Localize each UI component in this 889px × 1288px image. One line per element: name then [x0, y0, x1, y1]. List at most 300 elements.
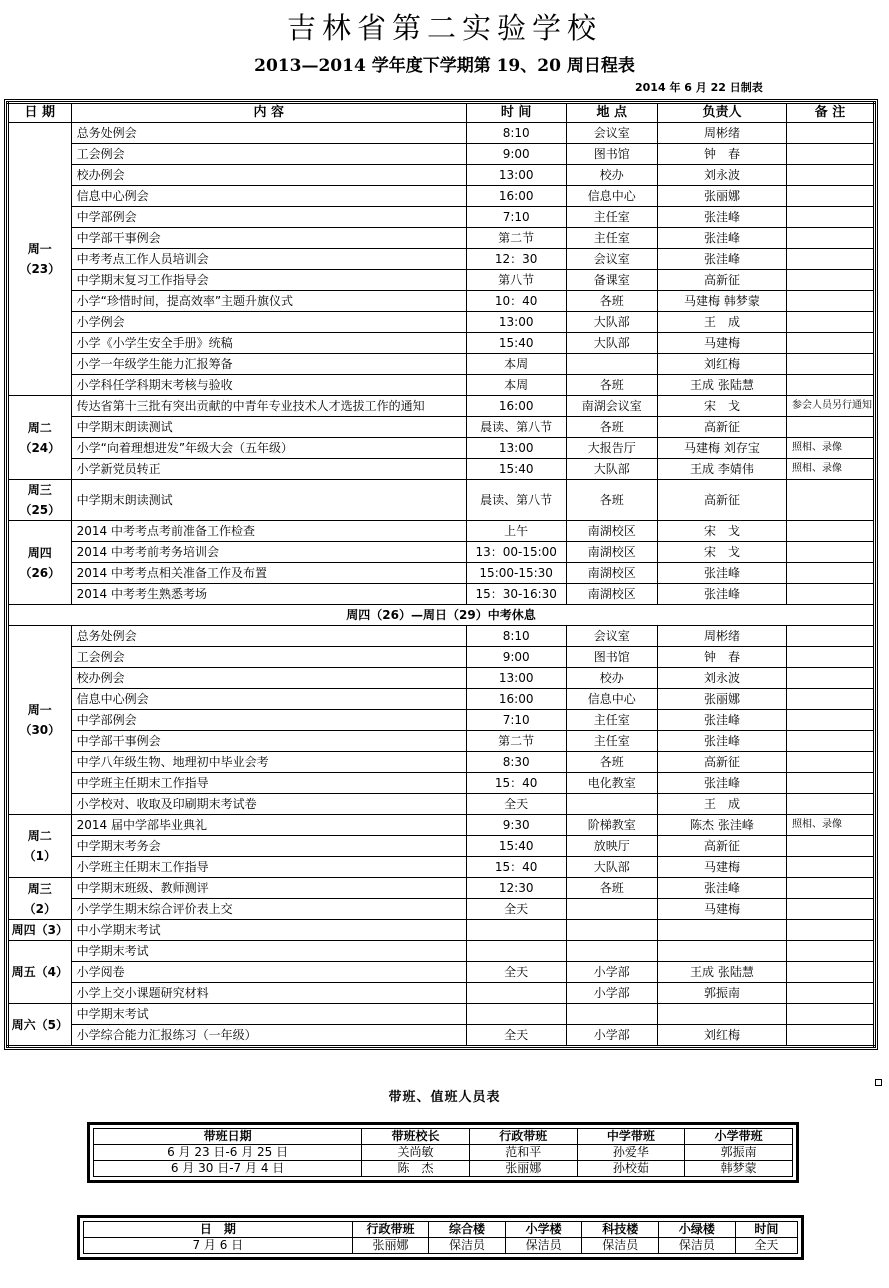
holiday-col-primary-bldg: 小学楼	[505, 1222, 582, 1238]
day-cell	[8, 521, 72, 605]
holiday-col-complex: 综合楼	[429, 1222, 506, 1238]
schedule-row	[8, 521, 875, 542]
time-cell: 13:00	[466, 438, 566, 459]
content-cell: 中学期末复习工作指导会	[71, 270, 466, 291]
schedule-row	[8, 438, 875, 459]
time-cell: 8:10	[466, 123, 566, 144]
place-cell: 各班	[566, 480, 657, 521]
person-cell: 郭振南	[657, 983, 786, 1004]
content-cell: 校办例会	[71, 668, 466, 689]
person-cell: 高新征	[657, 752, 786, 773]
place-cell: 放映厅	[566, 836, 657, 857]
content-cell: 中学部例会	[71, 710, 466, 731]
place-cell: 各班	[566, 417, 657, 438]
person-cell: 高新征	[657, 417, 786, 438]
time-cell: 16:00	[466, 689, 566, 710]
person-cell: 刘永波	[657, 668, 786, 689]
place-cell: 阶梯教室	[566, 815, 657, 836]
schedule-row	[8, 207, 875, 228]
note-cell	[786, 794, 874, 815]
content-cell: 小学学生期末综合评价表上交	[71, 899, 466, 920]
schedule-row	[8, 333, 875, 354]
note-cell: 照相、录像	[786, 815, 874, 836]
time-cell	[466, 941, 566, 962]
note-cell	[786, 899, 874, 920]
schedule-subtitle: 2013—2014 学年度下学期第 19、20 周日程表	[254, 56, 635, 76]
note-cell	[786, 186, 874, 207]
day-cell	[8, 878, 72, 920]
person-cell: 张洼峰	[657, 249, 786, 270]
note-cell	[786, 563, 874, 584]
day-label: 周五（4）	[11, 965, 68, 979]
day-date: （1）	[23, 849, 56, 863]
time-cell: 12:30	[466, 878, 566, 899]
day-date: （2）	[23, 901, 56, 916]
col-header-note: 备 注	[786, 103, 874, 123]
note-cell: 照相、录像	[786, 438, 874, 459]
duty-row-cell: 孙校茹	[577, 1161, 685, 1177]
content-cell: 小学例会	[71, 312, 466, 333]
time-cell: 全天	[466, 1025, 566, 1047]
holiday-col-time: 时间	[735, 1222, 797, 1238]
content-cell: 总务处例会	[71, 123, 466, 144]
content-cell: 中学部干事例会	[71, 228, 466, 249]
duty-section-title: 带班、值班人员表	[388, 1090, 501, 1105]
person-cell: 张洼峰	[657, 710, 786, 731]
duty-row-cell: 孙爱华	[577, 1145, 685, 1161]
note-cell	[786, 207, 874, 228]
note-cell	[786, 542, 874, 563]
schedule-row	[8, 1025, 875, 1047]
content-cell: 工会例会	[71, 144, 466, 165]
content-cell: 小学班主任期末工作指导	[71, 857, 466, 878]
day-cell	[8, 920, 72, 941]
note-cell	[786, 752, 874, 773]
schedule-row	[8, 123, 875, 144]
place-cell: 备课室	[566, 270, 657, 291]
place-cell	[566, 920, 657, 941]
note-cell	[786, 731, 874, 752]
place-cell: 大队部	[566, 333, 657, 354]
place-cell: 小学部	[566, 983, 657, 1004]
place-cell: 校办	[566, 165, 657, 186]
schedule-row	[8, 815, 875, 836]
place-cell	[566, 941, 657, 962]
day-label: 周一	[27, 242, 52, 256]
place-cell: 南湖会议室	[566, 396, 657, 417]
person-cell: 高新征	[657, 836, 786, 857]
time-cell: 8:10	[466, 626, 566, 647]
time-cell: 9:00	[466, 144, 566, 165]
time-cell: 第二节	[466, 228, 566, 249]
day-label: 周四	[27, 545, 52, 560]
place-cell: 大报告厅	[566, 438, 657, 459]
schedule-header-row	[8, 103, 875, 123]
note-cell	[786, 417, 874, 438]
person-cell: 马建梅	[657, 899, 786, 920]
time-cell: 上午	[466, 521, 566, 542]
time-cell: 全天	[466, 899, 566, 920]
holiday-col-green-bldg: 小绿楼	[659, 1222, 736, 1238]
col-header-person: 负责人	[657, 103, 786, 123]
duty-table	[93, 1128, 793, 1177]
person-cell: 张洼峰	[657, 563, 786, 584]
place-cell: 各班	[566, 752, 657, 773]
time-cell: 本周	[466, 375, 566, 396]
schedule-row	[8, 144, 875, 165]
person-cell: 钟 春	[657, 144, 786, 165]
person-cell: 张洼峰	[657, 773, 786, 794]
day-label: 周二	[27, 420, 52, 435]
note-cell	[786, 480, 874, 521]
day-label: 周一	[27, 703, 52, 717]
person-cell: 宋 戈	[657, 542, 786, 563]
schedule-row	[8, 668, 875, 689]
content-cell: 中学期末考务会	[71, 836, 466, 857]
content-cell: 2014 中考考点相关准备工作及布置	[71, 563, 466, 584]
person-cell: 张洼峰	[657, 731, 786, 752]
duty-col-primary: 小学带班	[685, 1129, 793, 1145]
schedule-row	[8, 584, 875, 605]
content-cell: 小学“向着理想进发”年级大会（五年级）	[71, 438, 466, 459]
place-cell: 各班	[566, 291, 657, 312]
person-cell: 张洼峰	[657, 207, 786, 228]
note-cell	[786, 962, 874, 983]
col-header-content: 内 容	[71, 103, 466, 123]
schedule-row	[8, 459, 875, 480]
col-header-place: 地 点	[566, 103, 657, 123]
schedule-row	[8, 228, 875, 249]
note-cell	[786, 521, 874, 542]
time-cell: 7:10	[466, 710, 566, 731]
schedule-row	[8, 270, 875, 291]
duty-row-cell: 范和平	[469, 1145, 577, 1161]
place-cell: 会议室	[566, 626, 657, 647]
schedule-row	[8, 941, 875, 962]
schedule-row	[8, 857, 875, 878]
day-cell	[8, 626, 72, 815]
person-cell: 王 成	[657, 794, 786, 815]
person-cell: 马建梅	[657, 857, 786, 878]
person-cell: 王成 张陆慧	[657, 375, 786, 396]
schedule-week-20	[8, 626, 875, 1047]
holiday-row-cell: 7 月 6 日	[84, 1238, 353, 1254]
time-cell: 第二节	[466, 731, 566, 752]
schedule-row	[8, 375, 875, 396]
place-cell	[566, 899, 657, 920]
note-cell: 照相、录像	[786, 459, 874, 480]
time-cell: 9:00	[466, 647, 566, 668]
day-date: （26）	[19, 565, 61, 580]
note-cell	[786, 1004, 874, 1025]
schedule-row	[8, 878, 875, 899]
content-cell: 工会例会	[71, 647, 466, 668]
place-cell: 各班	[566, 375, 657, 396]
person-cell: 王成 李婧伟	[657, 459, 786, 480]
place-cell: 各班	[566, 878, 657, 899]
holiday-col-admin: 行政带班	[352, 1222, 429, 1238]
note-cell	[786, 354, 874, 375]
time-cell: 第八节	[466, 270, 566, 291]
schedule-row	[8, 186, 875, 207]
person-cell	[657, 941, 786, 962]
content-cell: 传达省第十三批有突出贡献的中青年专业技术人才选拔工作的通知	[71, 396, 466, 417]
content-cell: 2014 届中学部毕业典礼	[71, 815, 466, 836]
time-cell: 16:00	[466, 396, 566, 417]
holiday-col-tech-bldg: 科技楼	[582, 1222, 659, 1238]
duty-col-date: 带班日期	[94, 1129, 362, 1145]
schedule-row	[8, 920, 875, 941]
time-cell	[466, 1004, 566, 1025]
content-cell: 中学部干事例会	[71, 731, 466, 752]
schedule-row	[8, 165, 875, 186]
time-cell: 10：40	[466, 291, 566, 312]
note-cell	[786, 165, 874, 186]
content-cell: 小学综合能力汇报练习（一年级）	[71, 1025, 466, 1047]
person-cell: 周彬绪	[657, 123, 786, 144]
content-cell: 信息中心例会	[71, 689, 466, 710]
content-cell: 小学校对、收取及印刷期末考试卷	[71, 794, 466, 815]
note-cell	[786, 920, 874, 941]
duty-row-cell: 张丽娜	[469, 1161, 577, 1177]
note-cell	[786, 375, 874, 396]
duty-row-cell: 关尚敏	[362, 1145, 470, 1161]
place-cell: 主任室	[566, 228, 657, 249]
rest-notice-row	[8, 605, 875, 626]
note-cell	[786, 689, 874, 710]
holiday-row-cell: 全天	[735, 1238, 797, 1254]
duty-row	[94, 1161, 793, 1177]
day-date: （25）	[19, 503, 61, 517]
time-cell: 晨读、第八节	[466, 480, 566, 521]
day-cell	[8, 815, 72, 878]
schedule-row	[8, 752, 875, 773]
duty-col-admin: 行政带班	[469, 1129, 577, 1145]
person-cell	[657, 1004, 786, 1025]
day-label: 周四（3）	[11, 923, 68, 937]
duty-row	[94, 1145, 793, 1161]
day-cell	[8, 123, 72, 396]
day-cell	[8, 1004, 72, 1047]
content-cell: 中学期末班级、教师测评	[71, 878, 466, 899]
person-cell: 马建梅 刘存宝	[657, 438, 786, 459]
schedule-row	[8, 626, 875, 647]
place-cell	[566, 354, 657, 375]
schedule-row	[8, 396, 875, 417]
schedule-week-19	[8, 123, 875, 605]
day-cell	[8, 941, 72, 1004]
person-cell: 高新征	[657, 480, 786, 521]
schedule-row	[8, 983, 875, 1004]
holiday-header-row	[84, 1222, 798, 1238]
place-cell: 图书馆	[566, 144, 657, 165]
day-date: （30）	[19, 723, 61, 737]
schedule-row	[8, 836, 875, 857]
time-cell	[466, 920, 566, 941]
content-cell: 中学期末考试	[71, 1004, 466, 1025]
person-cell: 张丽娜	[657, 186, 786, 207]
time-cell: 本周	[466, 354, 566, 375]
time-cell: 13:00	[466, 668, 566, 689]
place-cell: 小学部	[566, 1025, 657, 1047]
holiday-row-cell: 保洁员	[505, 1238, 582, 1254]
duty-row-cell: 郭振南	[685, 1145, 793, 1161]
place-cell: 信息中心	[566, 186, 657, 207]
person-cell: 马建梅 韩梦蒙	[657, 291, 786, 312]
time-cell: 全天	[466, 962, 566, 983]
time-cell: 16:00	[466, 186, 566, 207]
time-cell: 15:40	[466, 333, 566, 354]
person-cell: 高新征	[657, 270, 786, 291]
content-cell: 中学期末朗读测试	[71, 417, 466, 438]
day-cell	[8, 480, 72, 521]
person-cell: 钟 春	[657, 647, 786, 668]
note-cell	[786, 291, 874, 312]
col-header-date: 日 期	[8, 103, 72, 123]
time-cell: 15：40	[466, 857, 566, 878]
holiday-col-date: 日 期	[84, 1222, 353, 1238]
content-cell: 信息中心例会	[71, 186, 466, 207]
place-cell: 图书馆	[566, 647, 657, 668]
day-label: 周六（5）	[11, 1017, 68, 1032]
schedule-row	[8, 312, 875, 333]
schedule-row	[8, 794, 875, 815]
schedule-row	[8, 542, 875, 563]
duty-row-cell: 陈 杰	[362, 1161, 470, 1177]
schedule-row	[8, 480, 875, 521]
content-cell: 小学新党员转正	[71, 459, 466, 480]
place-cell	[566, 794, 657, 815]
content-cell: 2014 中考考前考务培训会	[71, 542, 466, 563]
place-cell: 南湖校区	[566, 563, 657, 584]
duty-row-cell: 6 月 23 日-6 月 25 日	[94, 1145, 362, 1161]
time-cell: 8:30	[466, 752, 566, 773]
holiday-row-cell: 保洁员	[429, 1238, 506, 1254]
person-cell: 马建梅	[657, 333, 786, 354]
time-cell: 15:00-15:30	[466, 563, 566, 584]
col-header-time: 时 间	[466, 103, 566, 123]
content-cell: 2014 中考考生熟悉考场	[71, 584, 466, 605]
time-cell: 全天	[466, 794, 566, 815]
content-cell: 小学“珍惜时间，提高效率”主题升旗仪式	[71, 291, 466, 312]
content-cell: 总务处例会	[71, 626, 466, 647]
note-cell	[786, 668, 874, 689]
note-cell	[786, 983, 874, 1004]
time-cell: 15:40	[466, 459, 566, 480]
place-cell: 南湖校区	[566, 542, 657, 563]
place-cell: 小学部	[566, 962, 657, 983]
note-cell	[786, 312, 874, 333]
note-cell	[786, 836, 874, 857]
note-cell	[786, 249, 874, 270]
person-cell: 周彬绪	[657, 626, 786, 647]
day-label: 周二	[27, 829, 52, 843]
content-cell: 中学八年级生物、地理初中毕业会考	[71, 752, 466, 773]
duty-header-row	[94, 1129, 793, 1145]
content-cell: 中考考点工作人员培训会	[71, 249, 466, 270]
time-cell: 13：00-15:00	[466, 542, 566, 563]
schedule-row	[8, 1004, 875, 1025]
person-cell: 王成 张陆慧	[657, 962, 786, 983]
content-cell: 小学上交小课题研究材料	[71, 983, 466, 1004]
person-cell: 刘永波	[657, 165, 786, 186]
note-cell	[786, 270, 874, 291]
schedule-row	[8, 710, 875, 731]
content-cell: 中学班主任期末工作指导	[71, 773, 466, 794]
time-cell: 13:00	[466, 312, 566, 333]
time-cell: 15:40	[466, 836, 566, 857]
note-cell: 参会人员另行通知	[786, 396, 874, 417]
content-cell: 小学《小学生安全手册》统稿	[71, 333, 466, 354]
place-cell: 会议室	[566, 249, 657, 270]
place-cell: 会议室	[566, 123, 657, 144]
duty-col-principal: 带班校长	[362, 1129, 470, 1145]
rest-notice: 周四（26）—周日（29）中考休息	[8, 605, 875, 626]
holiday-row-cell: 保洁员	[582, 1238, 659, 1254]
person-cell: 陈杰 张洼峰	[657, 815, 786, 836]
time-cell: 晨读、第八节	[466, 417, 566, 438]
duty-col-middle: 中学带班	[577, 1129, 685, 1145]
content-cell: 小学科任学科期末考核与验收	[71, 375, 466, 396]
note-cell	[786, 647, 874, 668]
day-cell	[8, 396, 72, 480]
day-date: （24）	[19, 440, 61, 455]
time-cell: 13:00	[466, 165, 566, 186]
note-cell	[786, 857, 874, 878]
schedule-row	[8, 962, 875, 983]
place-cell: 大队部	[566, 857, 657, 878]
holiday-duty-box	[77, 1215, 804, 1260]
place-cell: 大队部	[566, 312, 657, 333]
schedule-row	[8, 899, 875, 920]
schedule-row	[8, 563, 875, 584]
holiday-row-cell: 保洁员	[659, 1238, 736, 1254]
schedule-row	[8, 291, 875, 312]
note-cell	[786, 878, 874, 899]
time-cell: 15：40	[466, 773, 566, 794]
content-cell: 中学部例会	[71, 207, 466, 228]
note-cell	[786, 1025, 874, 1047]
content-cell: 校办例会	[71, 165, 466, 186]
place-cell: 信息中心	[566, 689, 657, 710]
day-label: 周三	[27, 881, 52, 896]
duty-row-cell: 6 月 30 日-7 月 4 日	[94, 1161, 362, 1177]
resize-handle[interactable]	[875, 1079, 882, 1086]
content-cell: 中学期末考试	[71, 941, 466, 962]
note-cell	[786, 941, 874, 962]
schedule-row	[8, 249, 875, 270]
time-cell: 9:30	[466, 815, 566, 836]
time-cell: 7:10	[466, 207, 566, 228]
person-cell: 张洼峰	[657, 228, 786, 249]
time-cell	[466, 983, 566, 1004]
content-cell: 中学期末朗读测试	[71, 480, 466, 521]
schedule-row	[8, 647, 875, 668]
holiday-row	[84, 1238, 798, 1254]
schedule-row	[8, 731, 875, 752]
note-cell	[786, 228, 874, 249]
place-cell: 主任室	[566, 207, 657, 228]
content-cell: 小学阅卷	[71, 962, 466, 983]
note-cell	[786, 773, 874, 794]
content-cell: 小学一年级学生能力汇报筹备	[71, 354, 466, 375]
time-cell: 15：30-16:30	[466, 584, 566, 605]
duty-table-box	[87, 1122, 799, 1183]
place-cell: 主任室	[566, 731, 657, 752]
content-cell: 中小学期末考试	[71, 920, 466, 941]
made-date: 2014 年 6 月 22 日制表	[635, 81, 763, 94]
duty-row-cell: 韩梦蒙	[685, 1161, 793, 1177]
